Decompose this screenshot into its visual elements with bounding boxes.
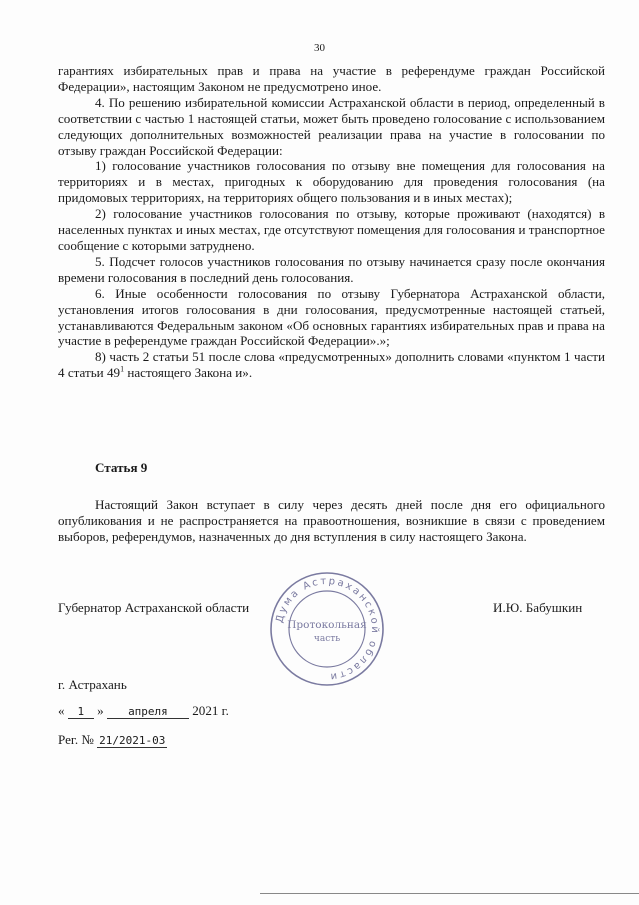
amendment-tail: настоящего Закона и». (124, 365, 253, 381)
city: г. Астрахань (58, 677, 127, 692)
date-line (58, 703, 229, 719)
governor-title: Губернатор Астраханской области (58, 600, 250, 615)
paragraph-subitem-1: 1) голосование участников голосования по отзыву вне помещения для голосования на территориях и в местах, пригодных к оборудованию для проведения голосования (на придомовых территориях, на территориях общего пользования и в иных местах); (58, 158, 605, 206)
article-title: Статья 9 (95, 460, 148, 475)
date-close-quote: » (97, 703, 104, 718)
paragraph-amendment-8 (58, 349, 605, 381)
paragraph-item-5: 5. Подсчет голосов участников голосования по отзыву начинается сразу после окончания времени голосования в последний день голосования. (58, 253, 605, 285)
date-open-quote: « (58, 703, 65, 718)
article-paragraph: Настоящий Закон вступает в силу через десять дней после дня его официального опубликования и не распространяется на правоотношения, возникшие в связи с проведением выборов, референдумов, назначенных до дня вступления в силу настоящего Закона. (58, 497, 605, 544)
registration-line (58, 732, 167, 748)
paragraph-item-4: 4. По решению избирательной комиссии Астраханской области в период, определенный в соответствии с частью 1 настоящей статьи, может быть проведено голосование с использованием следующих дополнительных возможностей реализации права на участие в голосовании по отзыву граждан Российской Федерации: (58, 94, 605, 158)
paragraph-subitem-2: 2) голосование участников голосования по отзыву, которые проживают (находятся) в населенных пунктах и иных местах, где отсутствуют помещения для голосования и транспортное сообщение с которыми затруднено. (58, 206, 605, 253)
bottom-divider (260, 893, 639, 894)
stamp-line-1: Протокольная (287, 619, 367, 631)
governor-name: И.Ю. Бабушкин (493, 600, 583, 615)
page-number: 30 (314, 42, 325, 54)
paragraph-continuation: гарантиях избирательных прав и права на участие в референдуме граждан Российской Федерации», настоящим Законом не предусмотрено иное. (58, 63, 605, 94)
registration-label: Рег. № (58, 732, 94, 747)
amendment-text: 8) часть 2 статьи 51 после слова «предусмотренных» дополнить словами «пунктом 1 части 4 статьи 49 (58, 349, 605, 381)
article-body (58, 497, 605, 545)
registration-number: 21/2021-03 (99, 734, 166, 747)
official-stamp (268, 570, 386, 688)
stamp-line-2: часть (313, 634, 341, 644)
date-month: апреля (107, 705, 189, 719)
stamp-ring-text: Дума Астраханской области (274, 575, 381, 683)
body-text (58, 63, 605, 381)
paragraph-item-6: 6. Иные особенности голосования по отзыву Губернатора Астраханской области, установления итогов голосования в дни голосования, предусмотренные настоящей статьей, устанавливаются Федеральным законом «Об основных гарантиях избирательных прав и права на участие в референдуме граждан Российской Федерации».»; (58, 285, 605, 349)
date-day: 1 (68, 705, 94, 719)
amendment-superscript: 1 (120, 364, 125, 374)
date-year: 2021 г. (192, 703, 229, 718)
